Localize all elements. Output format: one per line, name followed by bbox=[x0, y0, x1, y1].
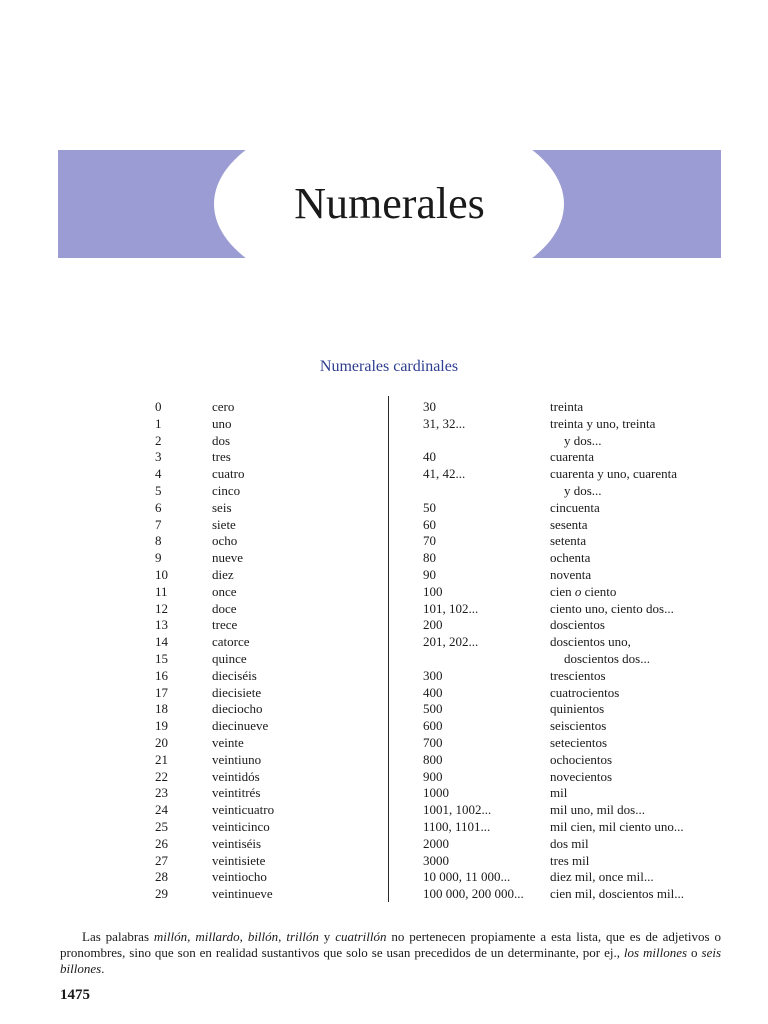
numeral-word: quince bbox=[212, 651, 247, 666]
numeral-word: veintiuno bbox=[212, 751, 262, 767]
page-title: Numerales bbox=[294, 179, 485, 228]
page-number: 1475 bbox=[60, 987, 90, 1003]
numeral-word: tres mil bbox=[550, 852, 590, 868]
numeral-digit: 90 bbox=[423, 567, 436, 582]
numeral-word: veintiocho bbox=[212, 869, 267, 885]
numeral-word: mil cien, mil ciento uno... bbox=[550, 819, 684, 834]
numeral-word: seiscientos bbox=[550, 718, 607, 734]
numeral-word: catorce bbox=[212, 634, 250, 650]
numeral-digit: 18 bbox=[155, 701, 168, 717]
numeral-word: treinta y uno, treinta bbox=[550, 415, 656, 431]
numeral-word: novecientos bbox=[550, 768, 613, 784]
numeral-word: cero bbox=[212, 399, 235, 414]
numeral-digit: 700 bbox=[423, 735, 443, 750]
numeral-digit: 1001, 1002... bbox=[423, 802, 492, 818]
numeral-digit: 10 000, 11 000... bbox=[423, 869, 511, 885]
numeral-digit: 7 bbox=[155, 516, 162, 532]
numeral-digit: 201, 202... bbox=[423, 634, 479, 650]
numeral-word: cuarenta y uno, cuarenta bbox=[550, 466, 678, 482]
numeral-word: seis bbox=[212, 499, 232, 515]
numeral-digit: 1000 bbox=[423, 785, 449, 801]
numeral-word: y dos... bbox=[564, 432, 602, 448]
numeral-digit: 400 bbox=[423, 684, 443, 700]
numeral-digit: 13 bbox=[155, 617, 168, 633]
numeral-word: veintisiete bbox=[212, 852, 266, 868]
numeral-word: cuatro bbox=[212, 466, 245, 482]
numeral-word: once bbox=[212, 583, 237, 599]
numeral-word: y dos... bbox=[564, 483, 602, 498]
numeral-digit: 24 bbox=[155, 802, 168, 818]
numeral-word: ochocientos bbox=[550, 751, 613, 767]
numeral-digit: 22 bbox=[155, 768, 168, 784]
numeral-digit: 0 bbox=[155, 399, 162, 414]
numeral-word: noventa bbox=[550, 567, 592, 582]
numeral-word: cien o ciento bbox=[550, 583, 617, 599]
numeral-digit: 500 bbox=[423, 701, 443, 717]
numeral-digit: 50 bbox=[423, 499, 436, 515]
numeral-word: trece bbox=[212, 617, 238, 633]
numeral-word: cinco bbox=[212, 483, 241, 498]
numeral-word: quinientos bbox=[550, 701, 605, 717]
numeral-word: doscientos dos... bbox=[564, 651, 650, 666]
numeral-digit: 10 bbox=[155, 567, 168, 582]
numeral-digit: 800 bbox=[423, 751, 443, 767]
numeral-digit: 9 bbox=[155, 550, 162, 566]
footnote bbox=[60, 929, 721, 977]
numeral-digit: 19 bbox=[155, 718, 168, 734]
numeral-digit: 25 bbox=[155, 819, 168, 834]
numeral-word: doce bbox=[212, 600, 237, 616]
numeral-word: dieciséis bbox=[212, 667, 257, 683]
numeral-digit: 600 bbox=[423, 718, 443, 734]
section-title: Numerales cardinales bbox=[319, 358, 459, 375]
numeral-word: veintiséis bbox=[212, 835, 262, 851]
numeral-word: veintitrés bbox=[212, 785, 261, 801]
numeral-digit: 14 bbox=[155, 634, 168, 650]
numeral-word: setecientos bbox=[550, 735, 608, 750]
numeral-digit: 21 bbox=[155, 751, 168, 767]
numeral-digit: 17 bbox=[155, 684, 168, 700]
numeral-digit: 80 bbox=[423, 550, 436, 566]
numeral-digit: 8 bbox=[155, 533, 162, 549]
numeral-digit: 2 bbox=[155, 432, 162, 448]
numeral-digit: 100 000, 200 000... bbox=[423, 886, 524, 902]
numeral-digit: 20 bbox=[155, 735, 168, 750]
numeral-digit: 1100, 1101... bbox=[423, 819, 491, 834]
numeral-digit: 4 bbox=[155, 466, 162, 482]
numeral-digit: 11 bbox=[155, 583, 168, 599]
numeral-digit: 16 bbox=[155, 667, 168, 683]
numeral-word: diez mil, once mil... bbox=[550, 869, 654, 885]
numeral-word: diez bbox=[212, 567, 234, 582]
numeral-word: doscientos bbox=[550, 617, 605, 633]
numeral-digit: 900 bbox=[423, 768, 443, 784]
numeral-word: doscientos uno, bbox=[550, 634, 631, 650]
numeral-digit: 60 bbox=[423, 516, 436, 532]
numeral-word: cien mil, doscientos mil... bbox=[550, 886, 684, 902]
numeral-digit: 12 bbox=[155, 600, 168, 616]
numeral-word: veinticuatro bbox=[212, 802, 275, 818]
numeral-word: veinte bbox=[212, 735, 244, 750]
numeral-digit: 70 bbox=[423, 533, 436, 549]
numeral-digit: 30 bbox=[423, 399, 436, 414]
numeral-word: ciento uno, ciento dos... bbox=[550, 600, 674, 616]
numeral-digit: 5 bbox=[155, 483, 162, 498]
numeral-digit: 200 bbox=[423, 617, 443, 633]
numeral-word: setenta bbox=[550, 533, 587, 549]
numeral-word: diecisiete bbox=[212, 684, 262, 700]
numeral-digit: 41, 42... bbox=[423, 466, 466, 482]
numeral-digit: 29 bbox=[155, 886, 168, 902]
numeral-word: veintinueve bbox=[212, 886, 273, 902]
numeral-word: veintidós bbox=[212, 768, 260, 784]
numeral-word: trescientos bbox=[550, 667, 606, 683]
numeral-word: sesenta bbox=[550, 516, 588, 532]
numeral-word: dos mil bbox=[550, 835, 589, 851]
numeral-word: tres bbox=[212, 449, 231, 465]
numeral-word: mil bbox=[550, 785, 568, 801]
numeral-digit: 3 bbox=[155, 449, 162, 465]
footnote-paragraph: Las palabras millón, millardo, billón, trillón y cuatrillón no pertenecen propiamente a esta lista, que es de adjetivos o pronombres, sino que son en realidad sustantivos que solo se usan precedidos de un determinante, por ej., los millones o seis billones. bbox=[60, 929, 722, 976]
numeral-word: treinta bbox=[550, 399, 584, 414]
numeral-digit: 3000 bbox=[423, 852, 449, 868]
numeral-digit: 23 bbox=[155, 785, 168, 801]
numeral-digit: 15 bbox=[155, 651, 168, 666]
numeral-word: dieciocho bbox=[212, 701, 263, 717]
numeral-digit: 101, 102... bbox=[423, 600, 479, 616]
numeral-digit: 31, 32... bbox=[423, 415, 466, 431]
numeral-digit: 28 bbox=[155, 869, 168, 885]
numeral-digit: 40 bbox=[423, 449, 436, 465]
numeral-word: ochenta bbox=[550, 550, 591, 566]
numeral-digit: 6 bbox=[155, 499, 162, 515]
numeral-digit: 26 bbox=[155, 835, 168, 851]
numeral-digit: 100 bbox=[423, 583, 443, 599]
numeral-word: ocho bbox=[212, 533, 238, 549]
numeral-digit: 1 bbox=[155, 415, 162, 431]
numeral-word: diecinueve bbox=[212, 718, 269, 734]
numeral-word: veinticinco bbox=[212, 819, 270, 834]
numeral-word: mil uno, mil dos... bbox=[550, 802, 645, 818]
numeral-word: cincuenta bbox=[550, 499, 600, 515]
numeral-digit: 2000 bbox=[423, 835, 449, 851]
numeral-word: cuarenta bbox=[550, 449, 595, 465]
numeral-word: dos bbox=[212, 432, 231, 448]
numeral-digit: 27 bbox=[155, 852, 168, 868]
numeral-digit: 300 bbox=[423, 667, 443, 683]
column-divider bbox=[388, 396, 389, 902]
numeral-word: nueve bbox=[212, 550, 244, 566]
numeral-word: siete bbox=[212, 516, 236, 532]
numeral-word: uno bbox=[212, 415, 232, 431]
numeral-word: cuatrocientos bbox=[550, 684, 620, 700]
